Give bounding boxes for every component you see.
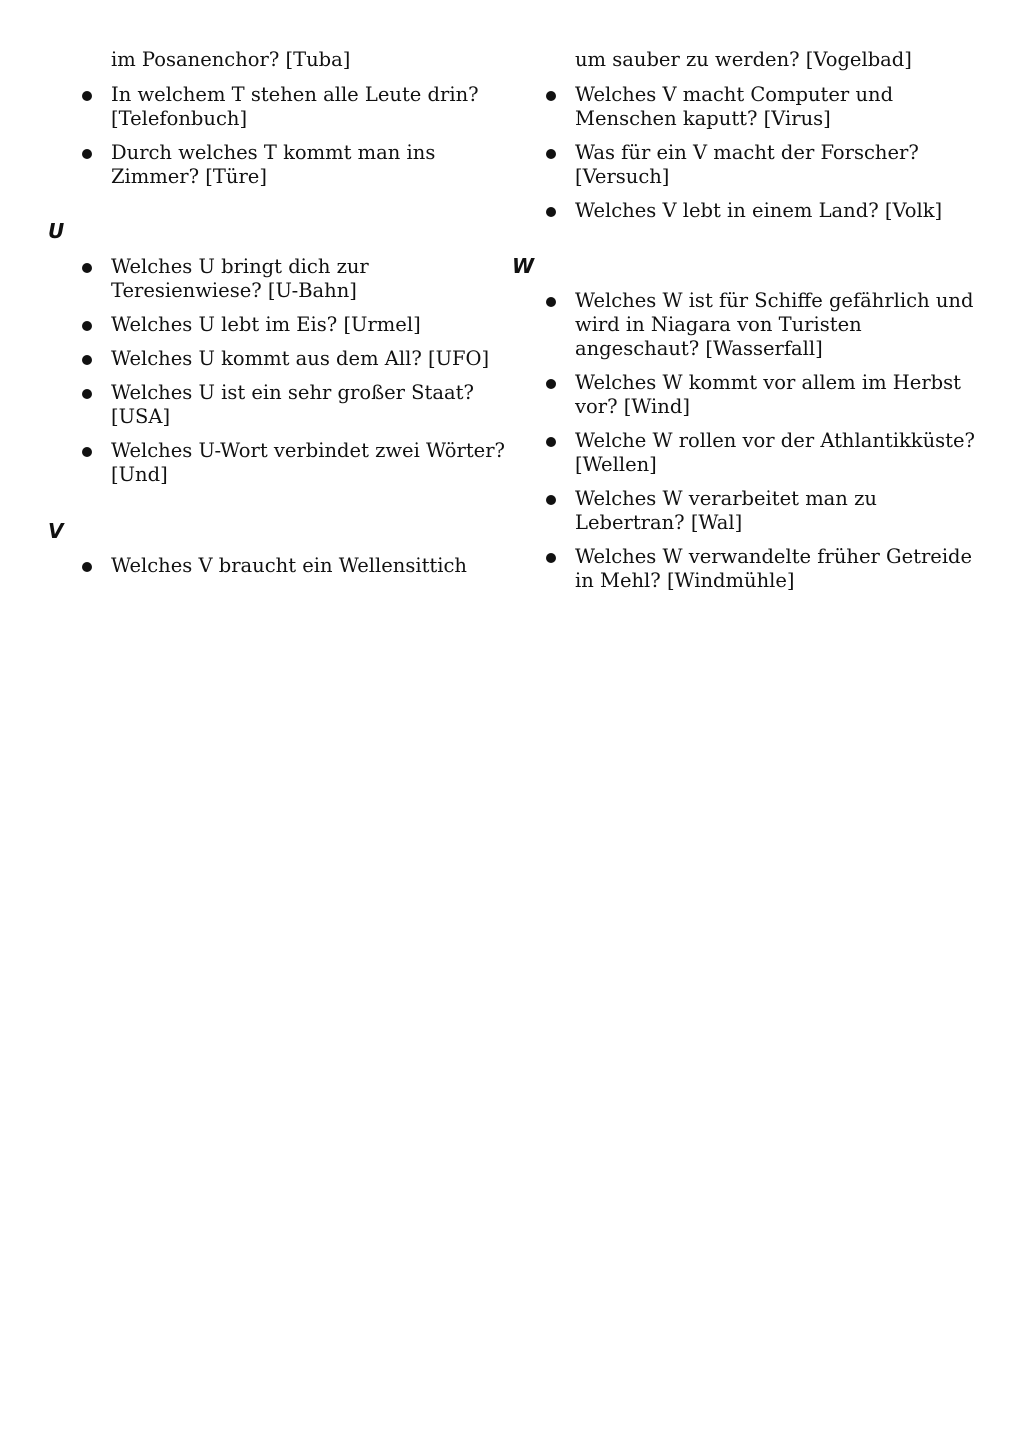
bullet-icon xyxy=(546,437,556,447)
bullet-icon xyxy=(546,297,556,307)
list-item xyxy=(512,199,982,223)
bullet-icon xyxy=(82,389,92,399)
item-text: Welches W verarbeitet man zu Lebertran? [Wal] xyxy=(575,487,877,534)
bullet-icon xyxy=(82,447,92,457)
list-item xyxy=(512,141,982,189)
bullet-icon xyxy=(546,379,556,389)
bullet-icon xyxy=(546,207,556,217)
w-section xyxy=(512,289,982,603)
v-list-continued xyxy=(512,83,982,223)
list-item xyxy=(512,289,982,361)
left-column xyxy=(48,48,518,199)
u-section xyxy=(48,255,518,497)
item-text: Welches W kommt vor allem im Herbst vor? [Wind] xyxy=(575,371,961,418)
list-item xyxy=(512,83,982,131)
section-heading-u: U xyxy=(48,219,65,243)
item-text: Welches V braucht ein Wellensittich xyxy=(111,554,467,577)
list-item xyxy=(48,141,518,189)
section-heading-v: V xyxy=(48,519,64,543)
v-list xyxy=(48,554,518,578)
t-list xyxy=(48,83,518,189)
list-item xyxy=(48,439,518,487)
item-text: Welches U ist ein sehr großer Staat? [USA] xyxy=(111,381,474,428)
item-text: Welches W ist für Schiffe gefährlich und wird in Niagara von Turisten angeschaut? [Wasserfall] xyxy=(575,289,974,360)
item-text: Welches U bringt dich zur Teresienwiese? [U-Bahn] xyxy=(111,255,369,302)
item-text: Welches U-Wort verbindet zwei Wörter? [Und] xyxy=(111,439,505,486)
w-list xyxy=(512,289,982,593)
item-text: In welchem T stehen alle Leute drin? [Telefonbuch] xyxy=(111,83,479,130)
right-column xyxy=(512,48,982,233)
list-item xyxy=(48,83,518,131)
bullet-icon xyxy=(82,355,92,365)
u-list xyxy=(48,255,518,487)
list-item xyxy=(48,313,518,337)
item-text: Welches V macht Computer und Menschen kaputt? [Virus] xyxy=(575,83,894,130)
bullet-icon xyxy=(82,321,92,331)
bullet-icon xyxy=(82,562,92,572)
list-item xyxy=(48,255,518,303)
list-item xyxy=(512,487,982,535)
bullet-icon xyxy=(82,263,92,273)
list-item xyxy=(48,347,518,371)
bullet-icon xyxy=(82,91,92,101)
v-section xyxy=(48,554,518,588)
item-text: Welches U lebt im Eis? [Urmel] xyxy=(111,313,421,336)
list-item xyxy=(512,545,982,593)
bullet-icon xyxy=(546,149,556,159)
item-text: Welches U kommt aus dem All? [UFO] xyxy=(111,347,490,370)
item-text: Welche W rollen vor der Athlantikküste? [Wellen] xyxy=(575,429,975,476)
item-text: Welches W verwandelte früher Getreide in Mehl? [Windmühle] xyxy=(575,545,973,592)
section-heading-w: W xyxy=(512,254,535,278)
item-text: Was für ein V macht der Forscher? [Versuch] xyxy=(575,141,919,188)
bullet-icon xyxy=(546,495,556,505)
list-item xyxy=(512,429,982,477)
bullet-icon xyxy=(82,149,92,159)
item-text: Durch welches T kommt man ins Zimmer? [Türe] xyxy=(111,141,436,188)
bullet-icon xyxy=(546,91,556,101)
continued-question: um sauber zu werden? [Vogelbad] xyxy=(575,48,912,71)
bullet-icon xyxy=(546,553,556,563)
list-item xyxy=(512,371,982,419)
item-text: Welches V lebt in einem Land? [Volk] xyxy=(575,199,943,222)
list-item xyxy=(48,554,518,578)
list-item xyxy=(48,381,518,429)
continued-question: im Posanenchor? [Tuba] xyxy=(111,48,351,71)
